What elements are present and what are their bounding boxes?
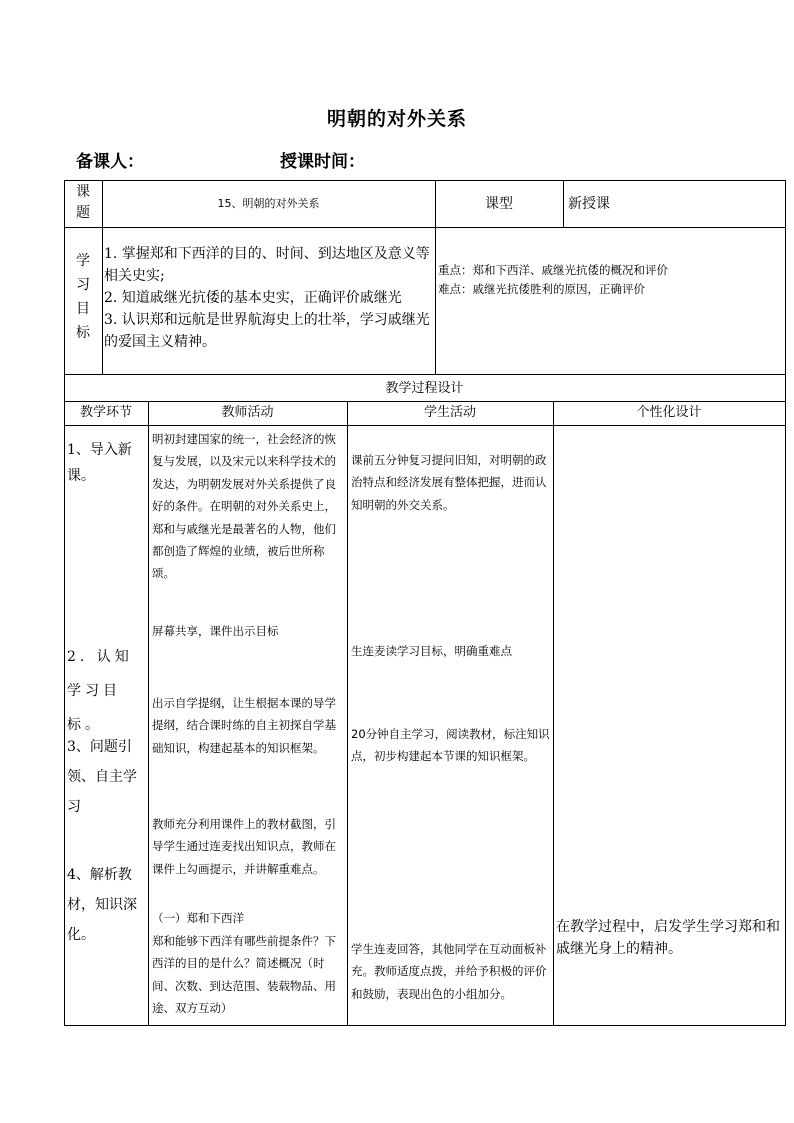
topic-label [64, 182, 102, 224]
key-point: 重点：郑和下西洋、戚继光抗倭的概况和评价 [438, 263, 668, 277]
goal-item: 3. 认识郑和远航是世界航海史上的壮举，学习戚继光的爱国主义精神。 [104, 312, 430, 350]
stage-analysis: 4、解析教材，知识深化。 [67, 867, 137, 943]
goals-label [64, 249, 102, 345]
column-header-student: 学生活动 [423, 405, 476, 420]
student-read-goals: 生连麦读学习目标，明确重难点 [351, 644, 512, 658]
personal-design: 在教学过程中，启发学生学习郑和和戚继光身上的精神。 [556, 919, 780, 957]
stage-intro: 1、导入新课。 [67, 442, 132, 484]
student-review: 课前五分钟复习提问旧知，对明朝的政治特点和经济发展有整体把握，进而认知明朝的外交关系。 [351, 453, 547, 512]
time-label: 授课时间： [280, 152, 365, 172]
teacher-section-heading: （一）郑和下西洋 [152, 911, 244, 925]
goals-list [104, 243, 434, 353]
type-value: 新授课 [568, 196, 610, 212]
goals-label-char: 习 [76, 277, 90, 293]
goals-label-char: 学 [76, 253, 90, 269]
teacher-questions: 郑和能够下西洋有哪些前提条件？下西洋的目的是什么？简述概况（时间、次数、到达范围、装载物品、用途、双方互动） [152, 934, 336, 1016]
student-answer: 学生连麦回答，其他同学在互动面板补充。教师适度点拨，并给予积极的评价和鼓励，表现出色的小组加分。 [351, 942, 547, 1001]
column-header-personal: 个性化设计 [636, 405, 702, 420]
type-label: 课型 [485, 196, 513, 212]
teacher-screen-share: 屏幕共享，课件出示目标 [152, 624, 279, 638]
topic-label-char-1: 课 [76, 184, 90, 200]
stage-goals: 2. 认知学习目标。 [67, 649, 133, 733]
teacher-outline: 出示自学提纲，让生根据本课的导学提纲，结合课时练的自主初探自学基础知识，构建起基本的知识框架。 [152, 696, 336, 755]
column-header-stage: 教学环节 [79, 405, 132, 420]
topic-value: 15、明朝的对外关系 [217, 197, 320, 210]
preparer-label: 备课人： [76, 152, 144, 172]
process-header: 教学过程设计 [385, 381, 464, 396]
teacher-analysis: 教师充分利用课件上的教材截图，引导学生通过连麦找出知识点，教师在课件上勾画提示，并讲解重难点。 [152, 817, 336, 876]
goal-item: 2. 知道戚继光抗倭的基本史实，正确评价戚继光 [104, 290, 402, 306]
goals-label-char: 目 [76, 301, 90, 317]
goal-item: 1. 掌握郑和下西洋的目的、时间、到达地区及意义等相关史实; [104, 246, 430, 284]
difficult-point: 难点：戚继光抗倭胜利的原因，正确评价 [438, 282, 645, 296]
stage-self-study: 3、问题引领、自主学习 [67, 739, 137, 815]
teacher-intro: 明初封建国家的统一，社会经济的恢复与发展，以及宋元以来科学技术的发达，为明朝发展对外关系提供了良好的条件。在明朝的对外关系史上，郑和与戚继光是最著名的人物，他们都创造了辉煌的业绩，被后世所称颂。 [152, 432, 336, 581]
topic-label-char-2: 题 [76, 205, 90, 221]
column-header-teacher: 教师活动 [221, 405, 274, 420]
student-self-study: 20分钟自主学习，阅读教材，标注知识点，初步构建起本节课的知识框架。 [351, 727, 550, 764]
goals-label-char: 标 [76, 325, 90, 341]
doc-title: 明朝的对外关系 [326, 108, 467, 130]
